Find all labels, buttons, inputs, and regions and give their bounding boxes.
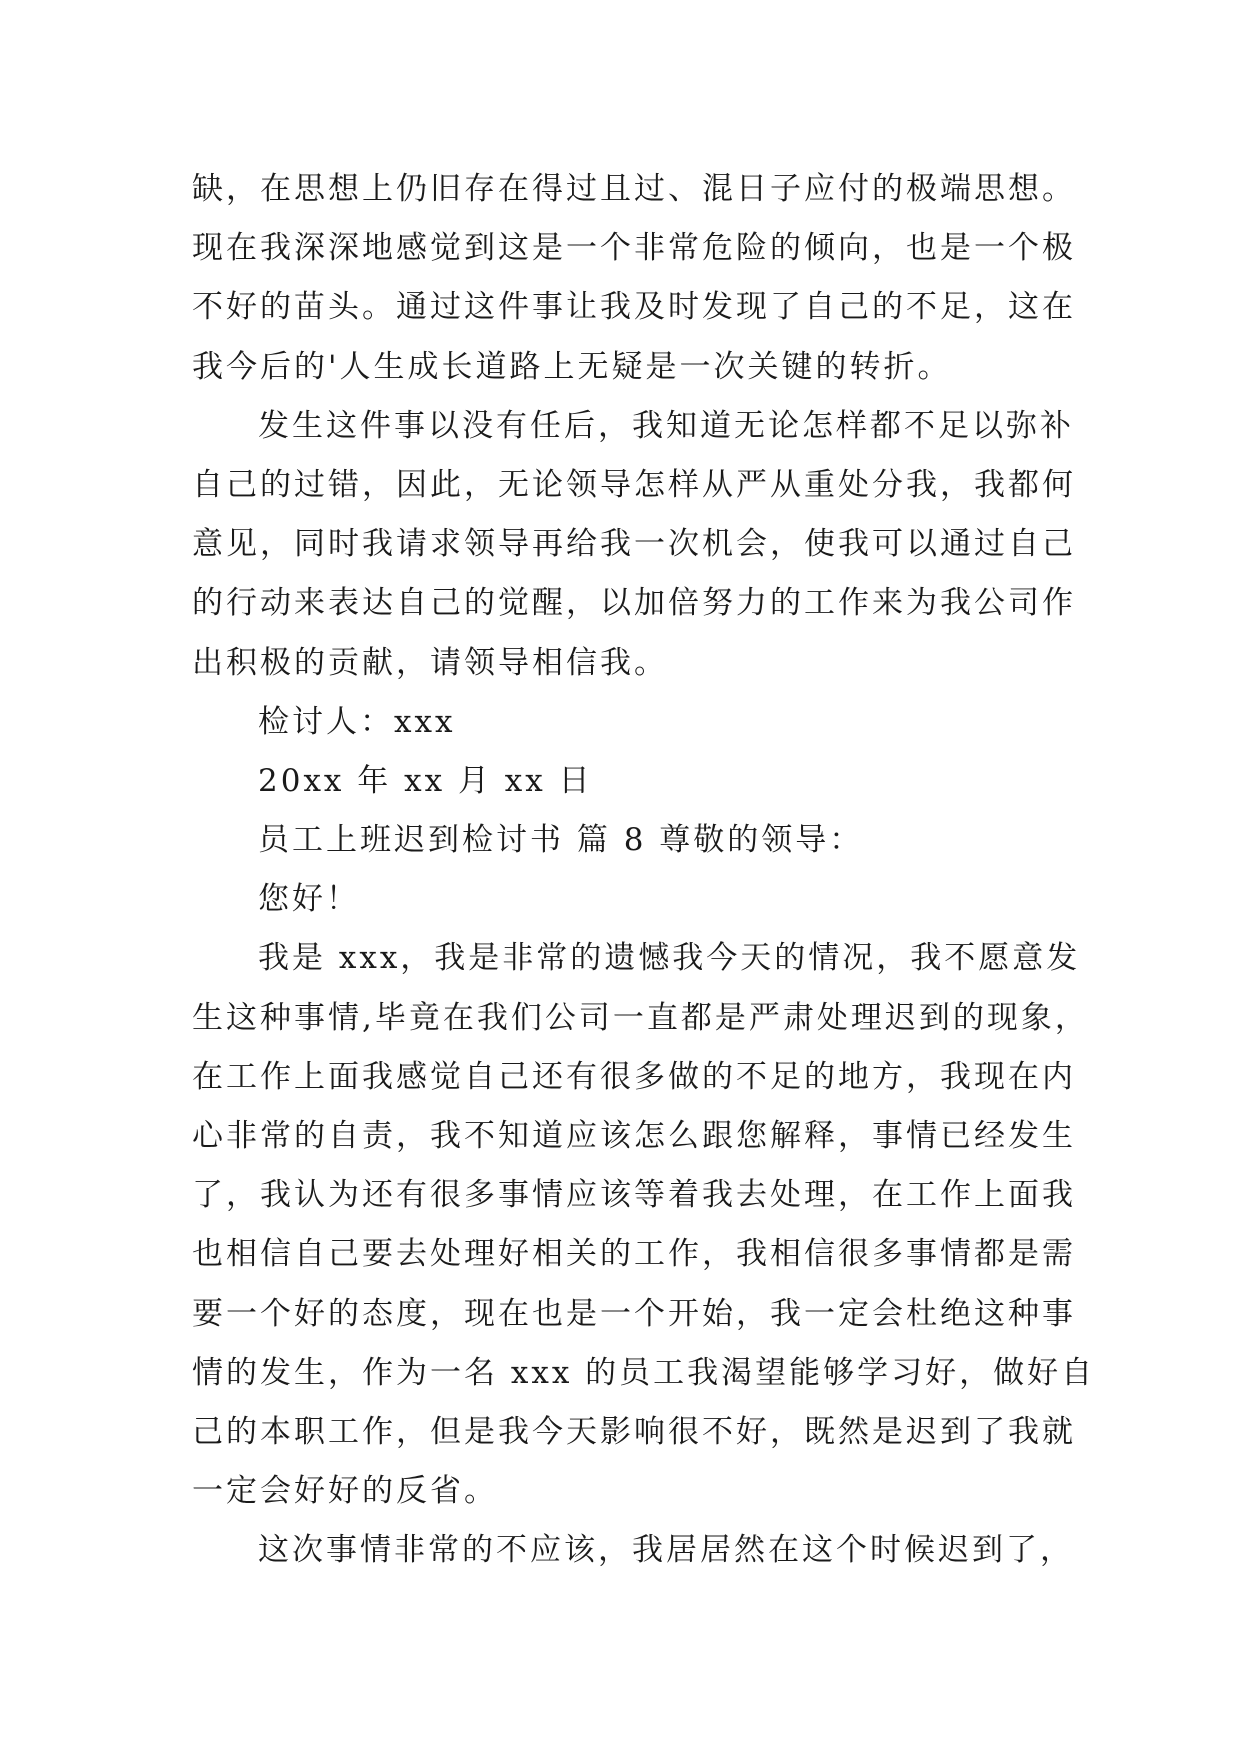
paragraph-start-line: 发生这件事以没有任后，我知道无论怎样都不足以弥补 [258, 407, 1074, 444]
text-line: 要一个好的态度，现在也是一个开始，我一定会杜绝这种事 [192, 1295, 1076, 1332]
text-line: 出积极的贡献，请领导相信我。 [192, 644, 668, 681]
text-line: 心非常的自责，我不知道应该怎么跟您解释，事情已经发生 [192, 1118, 1076, 1154]
text-line: 在工作上面我感觉自己还有很多做的不足的地方，我现在内 [192, 1058, 1076, 1095]
text-line: 现在我深深地感觉到这是一个非常危险的倾向，也是一个极 [192, 230, 1076, 267]
text-line: 了，我认为还有很多事情应该等着我去处理，在工作上面我 [192, 1177, 1076, 1214]
text-line: 己的本职工作，但是我今天影响很不好，既然是迟到了我就 [192, 1413, 1076, 1450]
date-line: 20xx 年 xx 月 xx 日 [258, 762, 593, 799]
text-line: 缺，在思想上仍旧存在得过且过、混日子应付的极端思想。 [192, 171, 1076, 207]
text-line: 的行动来表达自己的觉醒，以加倍努力的工作来为我公司作 [192, 585, 1076, 622]
text-line: 不好的苗头。通过这件事让我及时发现了自己的不足，这在 [192, 289, 1076, 326]
document-body [192, 160, 1096, 1581]
text-line: 自己的过错，因此，无论领导怎样从严从重处分我，我都何 [192, 466, 1076, 503]
text-line: 也相信自己要去处理好相关的工作，我相信很多事情都是需 [192, 1236, 1076, 1273]
paragraph-start-line: 我是 xxx，我是非常的遗憾我今天的情况，我不愿意发 [258, 940, 1081, 977]
text-line: 情的发生，作为一名 xxx 的员工我渴望能够学习好，做好自 [192, 1354, 1096, 1391]
signature-line: 检讨人：xxx [258, 703, 456, 740]
text-line: 生这种事情,毕竟在我们公司一直都是严肃处理迟到的现象， [192, 999, 1089, 1036]
section-heading: 员工上班迟到检讨书 篇 8 尊敬的领导： [258, 822, 864, 859]
paragraph-start-line: 这次事情非常的不应该，我居居然在这个时候迟到了， [258, 1532, 1074, 1569]
greeting-line: 您好！ [258, 881, 360, 918]
text-line: 意见，同时我请求领导再给我一次机会，使我可以通过自己 [192, 526, 1076, 563]
text-line: 我今后的'人生成长道路上无疑是一次关键的转折。 [192, 348, 952, 385]
text-line: 一定会好好的反省。 [192, 1473, 498, 1510]
